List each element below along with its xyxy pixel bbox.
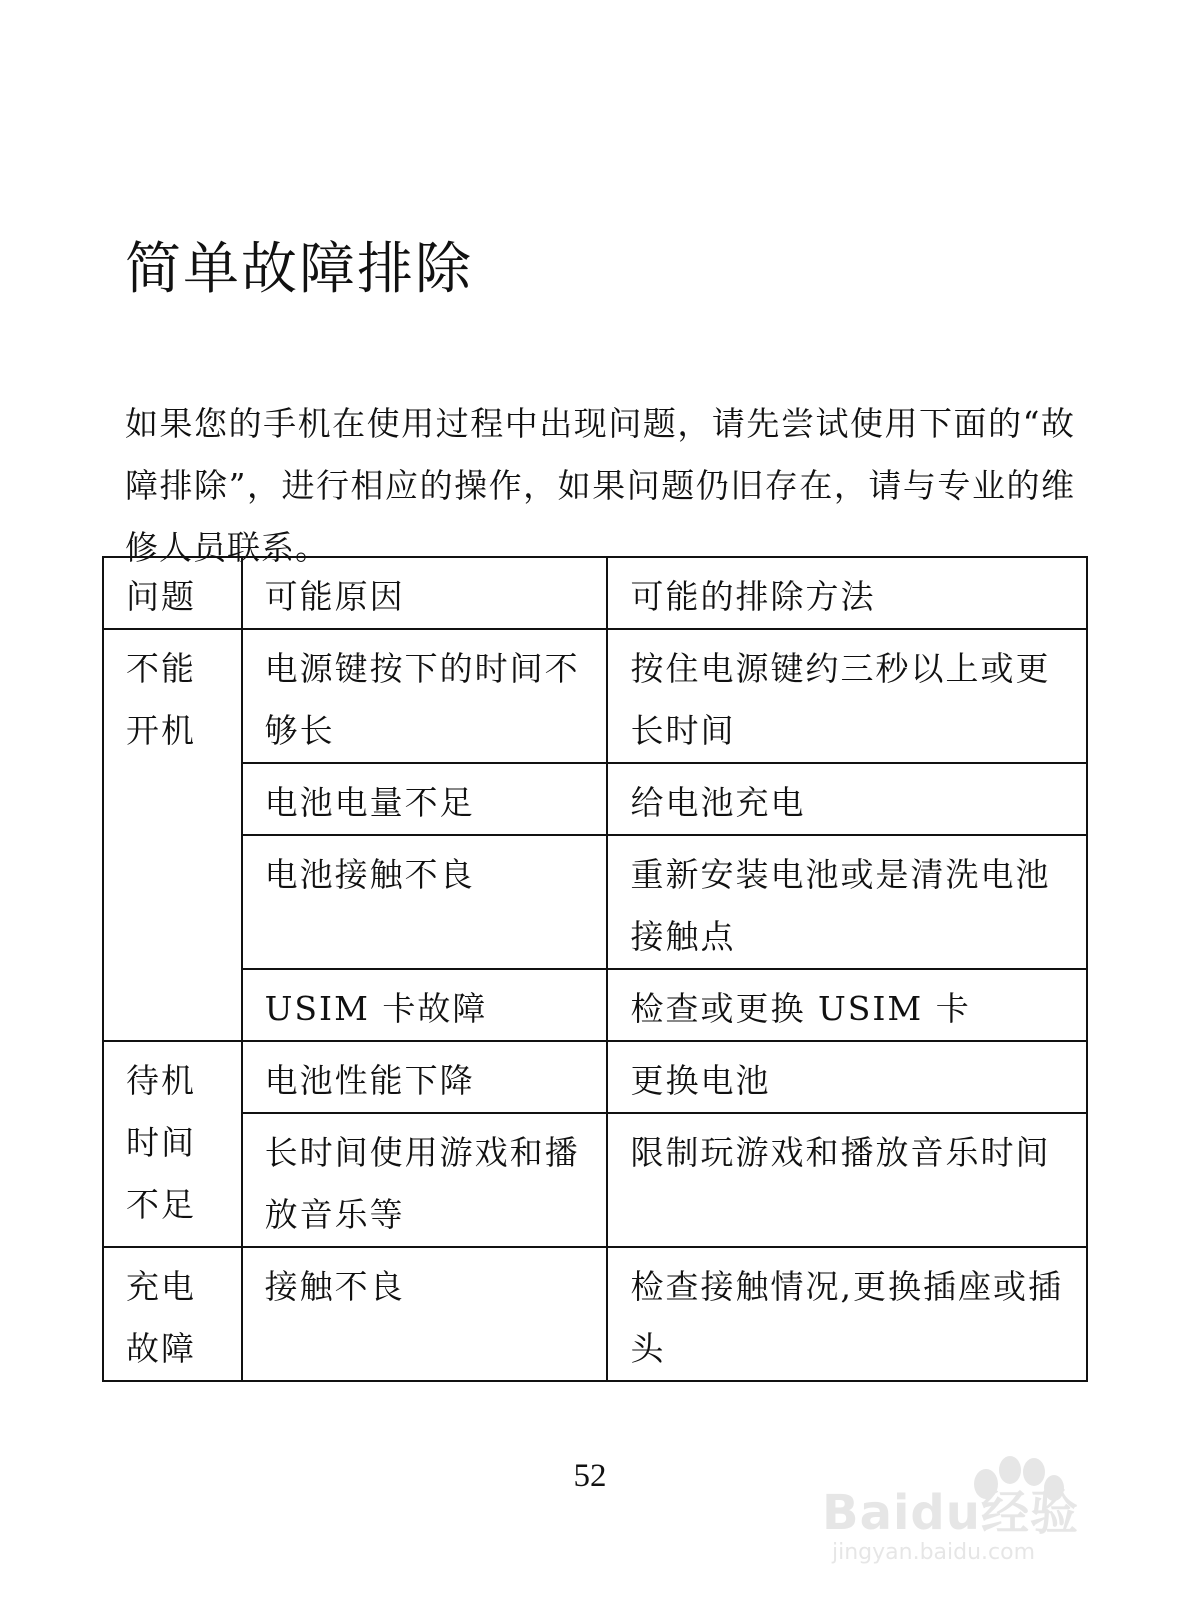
fix-cell: 按住电源键约三秒以上或更长时间	[607, 629, 1087, 763]
fix-cell: 重新安装电池或是清洗电池接触点	[607, 835, 1087, 969]
table-row	[103, 1113, 1087, 1247]
table-row	[103, 835, 1087, 969]
page-number: 52	[573, 1458, 607, 1494]
fix-cell: 检查或更换 USIM 卡	[607, 969, 1087, 1041]
cause-cell: 电池接触不良	[242, 835, 608, 969]
table-row	[103, 969, 1087, 1041]
cause-cell: 电池电量不足	[242, 763, 608, 835]
header-problem: 问题	[103, 557, 242, 629]
fix-cell: 限制玩游戏和播放音乐时间	[607, 1113, 1087, 1247]
watermark-url: jingyan.baidu.com	[832, 1540, 1036, 1565]
problem-cell: 不能开机	[103, 629, 242, 1041]
cause-cell: 电池性能下降	[242, 1041, 608, 1113]
table-row	[103, 629, 1087, 763]
table-row	[103, 1041, 1087, 1113]
header-cause: 可能原因	[242, 557, 608, 629]
intro-paragraph: 如果您的手机在使用过程中出现问题，请先尝试使用下面的“故障排除”，进行相应的操作，如果问题仍旧存在，请与专业的维修人员联系。	[125, 404, 1075, 567]
troubleshooting-table	[102, 556, 1088, 1382]
watermark-brand: Baidu经验	[822, 1485, 1079, 1541]
problem-cell: 充电故障	[103, 1247, 242, 1381]
fix-cell: 给电池充电	[607, 763, 1087, 835]
cause-cell: 接触不良	[242, 1247, 608, 1381]
fix-cell: 检查接触情况,更换插座或插头	[607, 1247, 1087, 1381]
cause-cell: 电源键按下的时间不够长	[242, 629, 608, 763]
cause-cell: 长时间使用游戏和播放音乐等	[242, 1113, 608, 1247]
table-row	[103, 763, 1087, 835]
fix-cell: 更换电池	[607, 1041, 1087, 1113]
watermark	[810, 1448, 1110, 1578]
table-row	[103, 1247, 1087, 1381]
table-header-row	[103, 557, 1087, 629]
page-title: 简单故障排除	[125, 236, 473, 302]
cause-cell: USIM 卡故障	[242, 969, 608, 1041]
problem-cell: 待机时间不足	[103, 1041, 242, 1247]
header-fix: 可能的排除方法	[607, 557, 1087, 629]
